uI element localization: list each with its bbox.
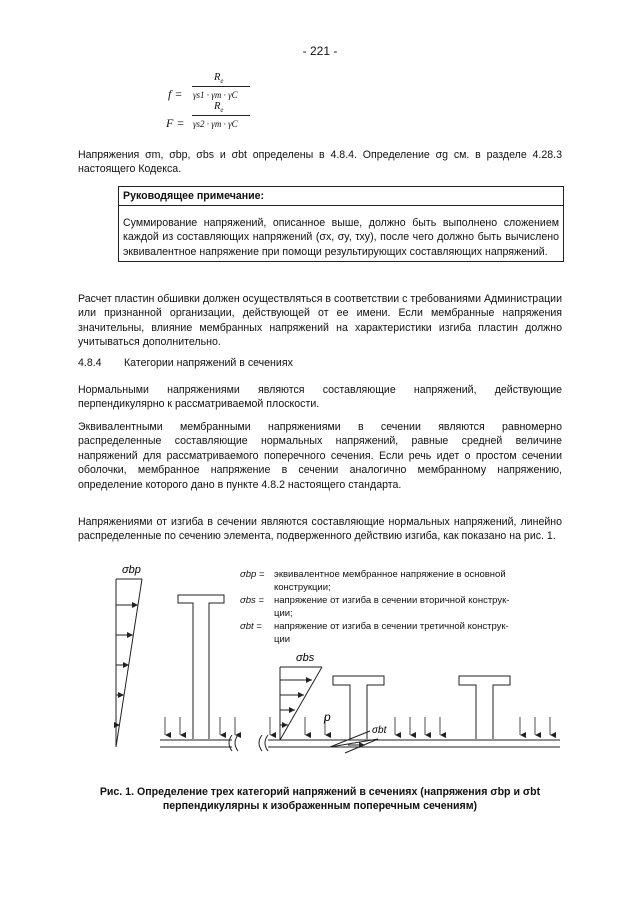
formula-f-lhs: f = [168, 87, 183, 101]
figure-caption [70, 785, 570, 813]
legend-sym-sbs: σbs = [240, 595, 264, 606]
figure-caption-line1: Рис. 1. Определение трех категорий напряжений в сечениях (напряжения σbp и σbt [99, 786, 541, 798]
sbp-hypotenuse [116, 579, 142, 747]
break-mark-right [259, 735, 268, 751]
sbs-hypotenuse [280, 667, 322, 740]
label-sbt: σbt [372, 725, 387, 736]
sbt-line-2 [345, 739, 378, 753]
section-title: Категории напряжений в сечениях [124, 357, 293, 369]
guidance-note-title: Руководящее примечание: [119, 187, 563, 206]
legend-text-sbt: напряжение от изгиба в сечении третичной конструк- [274, 621, 509, 632]
legend-text-sbt-2: ции [274, 634, 291, 645]
paragraph-bending-stresses: Напряжениями от изгиба в сечении являются составляющие нормальных напряжений, линейно распределенные по сечению элемента, подверженного действию изгиба, как показано на рис. 1. [78, 516, 562, 543]
legend-text-sbs: напряжение от изгиба в сечении вторичной конструк- [274, 595, 510, 606]
formula-F-fraction-bar [192, 115, 250, 116]
legend-text-sbp: эквивалентное мембранное напряжение в основной [274, 569, 506, 580]
secondary-t-beam-2 [459, 676, 510, 739]
paragraph-plate-calculation: Расчет пластин обшивки должен осуществляться в соответствии с требованиями Администрации или признанной организации, действующей от ее имени. Если мембранные напряжения значительны, влияние мембранных напряжений на характеристики изгиба пластин должно учитываться дополнительно. [78, 293, 562, 349]
label-p: p [324, 710, 331, 724]
formula-F-numerator: $R_e$ [214, 101, 224, 115]
label-sbs: σbs [296, 652, 315, 664]
load-arrows [165, 717, 550, 735]
figure-legend [240, 569, 509, 645]
figure-caption-line2: перпендикулярны к изображенным поперечным сечениям) [162, 800, 478, 812]
figure-stress-categories [0, 555, 640, 770]
primary-t-beam [178, 595, 224, 739]
legend-sym-sbp: σbp = [240, 569, 265, 580]
formula-F-denominator: γs2 · γm · γC [193, 119, 238, 129]
label-sbp: σbp [122, 564, 141, 576]
break-mark-left [229, 735, 238, 751]
legend-text-sbs-2: ции; [274, 608, 293, 619]
paragraph-normal-stresses: Нормальными напряжениями являются составляющие напряжений, действующие перпендикулярно к рассматриваемой плоскости. [78, 384, 562, 411]
legend-text-sbp-2: конструкции; [274, 582, 331, 593]
paragraph-membrane-stresses: Эквивалентными мембранными напряжениями в сечении являются равномерно распределенные составляющие нормальных напряжений, равные средней величине напряжений для рассматриваемого поперечного сечения. Если речь идет о простом сечении оболочки, мембранное напряжение в сечении аналогично мембранному напряжению, определение которого дано в пункте 4.8.2 настоящего стандарта. [78, 421, 562, 491]
formula-f-denominator: γs1 · γm · γC [193, 90, 238, 100]
formula-F-lhs: F = [166, 116, 185, 130]
paragraph-stresses-defined: Напряжения σm, σbp, σbs и σbt определены в 4.8.4. Определение σg см. в разделе 4.28.3 настоящего Кодекса. [78, 149, 562, 176]
formula-f-fraction-bar [192, 86, 250, 87]
page-number: - 221 - [302, 44, 338, 58]
guidance-note-body: Суммирование напряжений, описанное выше, должно быть выполнено сложением каждой из составляющих напряжений (σx, σy, τxy), после чего должно быть вычислено эквивалентное напряжение при помощи результирующих составляющих напряжений. [123, 217, 559, 258]
guidance-note-box [118, 186, 564, 262]
formula-f-numerator: $R_e$ [214, 72, 224, 86]
section-number: 4.8.4 [78, 357, 102, 369]
legend-sym-sbt: σbt = [240, 621, 262, 632]
section-heading [78, 357, 293, 369]
